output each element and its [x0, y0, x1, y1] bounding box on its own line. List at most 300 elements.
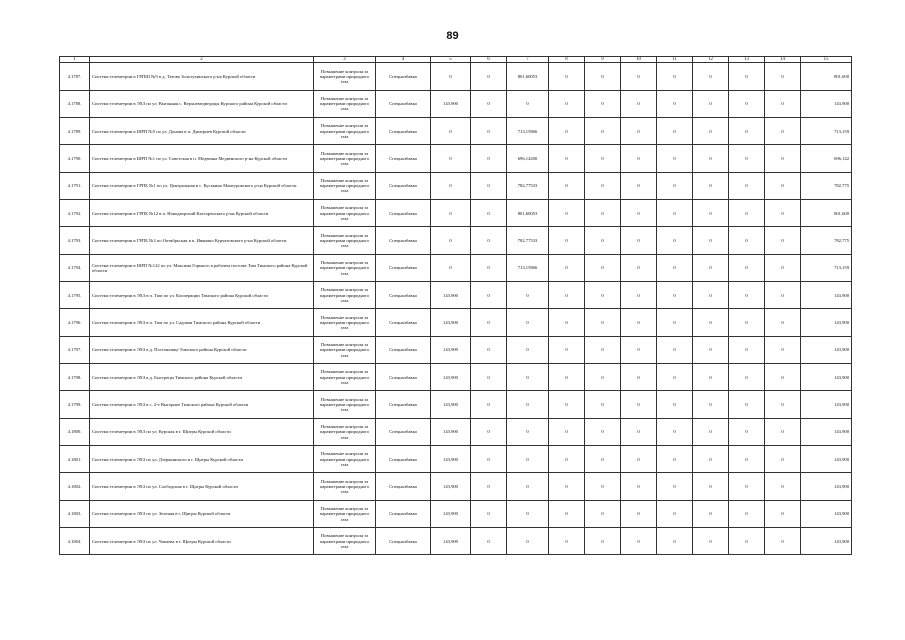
- purpose-text: Повышение контроля за параметрами природного газа: [314, 63, 376, 90]
- value-cell: 0: [549, 63, 585, 90]
- purpose-text: Повышение контроля за параметрами природного газа: [314, 364, 376, 391]
- table-row: [60, 500, 852, 527]
- total-cell: 801,600: [801, 200, 852, 227]
- value-cell: 143,900: [431, 364, 471, 391]
- page-number: 89: [446, 30, 459, 42]
- value-cell: 143,900: [431, 90, 471, 117]
- value-cell: 0: [657, 418, 693, 445]
- value-cell: 0: [729, 500, 765, 527]
- value-cell: 0: [693, 117, 729, 144]
- value-cell: 0: [585, 200, 621, 227]
- value-cell: 0: [693, 309, 729, 336]
- value-cell: 0: [471, 364, 507, 391]
- value-cell: 0: [549, 90, 585, 117]
- value-cell: 143,900: [431, 528, 471, 555]
- total-cell: 713,159: [801, 117, 852, 144]
- value-cell: 0: [549, 145, 585, 172]
- value-cell: 0: [729, 446, 765, 473]
- value-cell: 0: [585, 254, 621, 281]
- table-row: [60, 282, 852, 309]
- value-cell: 713,15866: [507, 117, 549, 144]
- funding-category: Спецналбавка: [376, 145, 431, 172]
- table-row: [60, 418, 852, 445]
- value-cell: 0: [549, 364, 585, 391]
- value-cell: 0: [693, 63, 729, 90]
- value-cell: 0: [585, 473, 621, 500]
- value-cell: 0: [729, 418, 765, 445]
- object-name: Система телеметрии в ГРПБ №12 в п. Новодворский Касторенского р-на Курской области: [90, 200, 314, 227]
- value-cell: 0: [729, 63, 765, 90]
- value-cell: 782,77533: [507, 227, 549, 254]
- purpose-text: Повышение контроля за параметрами природного газа: [314, 200, 376, 227]
- purpose-text: Повышение контроля за параметрами природного газа: [314, 500, 376, 527]
- value-cell: 0: [431, 63, 471, 90]
- value-cell: 0: [549, 117, 585, 144]
- total-cell: 143,900: [801, 364, 852, 391]
- object-name: Система телеметрии в ГРПШ №9 в д. Тазово Золотухинского р-на Курской области: [90, 63, 314, 90]
- value-cell: 0: [549, 227, 585, 254]
- value-cell: 0: [549, 391, 585, 418]
- value-cell: 0: [585, 364, 621, 391]
- table-row: [60, 90, 852, 117]
- object-name: Система телеметрии в ЭХЗ по ул. Зеленая в г. Щигры Курской области: [90, 500, 314, 527]
- object-name: Система телеметрии в ЭХЗ в п. Тим по ул. Садовая Тимского района Курской области: [90, 309, 314, 336]
- purpose-text: Повышение контроля за параметрами природного газа: [314, 391, 376, 418]
- value-cell: 0: [507, 446, 549, 473]
- total-cell: 713,159: [801, 254, 852, 281]
- funding-category: Спецналбавка: [376, 391, 431, 418]
- object-name: Система телеметрии в ЭХЗ по ул. Выгонная с. Верхнемедведицы Курского района Курской области: [90, 90, 314, 117]
- value-cell: 0: [657, 117, 693, 144]
- total-cell: 143,900: [801, 336, 852, 363]
- object-name: Система телеметрии в ЭХЗ по ул. Курская в г. Щигры Курской области: [90, 418, 314, 445]
- value-cell: 0: [621, 145, 657, 172]
- value-cell: 0: [765, 117, 801, 144]
- column-header: 4: [376, 57, 431, 63]
- value-cell: 0: [693, 145, 729, 172]
- funding-category: Спецналбавка: [376, 90, 431, 117]
- column-header: 14: [765, 57, 801, 63]
- value-cell: 0: [693, 528, 729, 555]
- value-cell: 0: [471, 391, 507, 418]
- object-name: Система телеметрии в ШРП №122 по ул. Максима Горького в рабочем поселке Тим Тимского района Курской области: [90, 254, 314, 281]
- row-number: 4.1792.: [60, 200, 90, 227]
- purpose-text: Повышение контроля за параметрами природного газа: [314, 446, 376, 473]
- value-cell: 0: [657, 227, 693, 254]
- purpose-text: Повышение контроля за параметрами природного газа: [314, 282, 376, 309]
- table-body: [60, 63, 852, 555]
- total-cell: 143,900: [801, 528, 852, 555]
- purpose-text: Повышение контроля за параметрами природного газа: [314, 254, 376, 281]
- value-cell: 0: [585, 63, 621, 90]
- value-cell: 0: [549, 446, 585, 473]
- value-cell: 0: [765, 227, 801, 254]
- value-cell: 0: [729, 254, 765, 281]
- total-cell: 143,900: [801, 473, 852, 500]
- value-cell: 0: [471, 528, 507, 555]
- value-cell: 0: [657, 63, 693, 90]
- value-cell: 143,900: [431, 473, 471, 500]
- table-row: [60, 172, 852, 199]
- value-cell: 0: [585, 528, 621, 555]
- value-cell: 0: [431, 172, 471, 199]
- funding-category: Спецналбавка: [376, 336, 431, 363]
- table-row: [60, 254, 852, 281]
- value-cell: 0: [549, 418, 585, 445]
- total-cell: 143,900: [801, 90, 852, 117]
- purpose-text: Повышение контроля за параметрами природного газа: [314, 309, 376, 336]
- value-cell: 0: [765, 254, 801, 281]
- value-cell: 0: [765, 200, 801, 227]
- value-cell: 0: [621, 446, 657, 473]
- value-cell: 713,15866: [507, 254, 549, 281]
- column-header: 15: [801, 57, 852, 63]
- object-name: Система телеметрии в ЭХЗ в д. Быстрецы Тимского района Курской области: [90, 364, 314, 391]
- total-cell: 782,775: [801, 172, 852, 199]
- value-cell: 0: [621, 90, 657, 117]
- total-cell: 143,900: [801, 500, 852, 527]
- value-cell: 0: [621, 282, 657, 309]
- value-cell: 0: [549, 528, 585, 555]
- total-cell: 143,900: [801, 282, 852, 309]
- total-cell: 801,600: [801, 63, 852, 90]
- object-name: Система телеметрии в ЭХЗ в п. Тим по ул. Кооперации Тимского района Курской области: [90, 282, 314, 309]
- column-header: 10: [621, 57, 657, 63]
- value-cell: 0: [585, 145, 621, 172]
- value-cell: 0: [549, 500, 585, 527]
- column-header: 11: [657, 57, 693, 63]
- value-cell: 143,900: [431, 336, 471, 363]
- value-cell: 0: [657, 309, 693, 336]
- row-number: 4.1790.: [60, 145, 90, 172]
- table-row: [60, 200, 852, 227]
- funding-category: Спецналбавка: [376, 364, 431, 391]
- value-cell: 0: [471, 446, 507, 473]
- row-number: 4.1800.: [60, 418, 90, 445]
- value-cell: 0: [657, 90, 693, 117]
- row-number: 4.1794.: [60, 254, 90, 281]
- purpose-text: Повышение контроля за параметрами природного газа: [314, 528, 376, 555]
- value-cell: 0: [729, 282, 765, 309]
- object-name: Система телеметрии в ЭХЗ по ул. Дзержинского в г. Щигры Курской области: [90, 446, 314, 473]
- value-cell: 0: [729, 364, 765, 391]
- value-cell: 0: [507, 90, 549, 117]
- row-number: 4.1803.: [60, 500, 90, 527]
- value-cell: 801,60053: [507, 200, 549, 227]
- value-cell: 0: [693, 200, 729, 227]
- funding-category: Спецналбавка: [376, 172, 431, 199]
- funding-category: Спецналбавка: [376, 473, 431, 500]
- row-number: 4.1804.: [60, 528, 90, 555]
- table-row: [60, 528, 852, 555]
- value-cell: 0: [585, 90, 621, 117]
- value-cell: 0: [729, 309, 765, 336]
- value-cell: 0: [621, 391, 657, 418]
- value-cell: 0: [729, 391, 765, 418]
- value-cell: 0: [471, 418, 507, 445]
- table-row: [60, 145, 852, 172]
- value-cell: 0: [729, 528, 765, 555]
- value-cell: 0: [549, 172, 585, 199]
- funding-category: Спецналбавка: [376, 418, 431, 445]
- row-number: 4.1801.: [60, 446, 90, 473]
- value-cell: 143,900: [431, 418, 471, 445]
- row-number: 4.1798.: [60, 364, 90, 391]
- value-cell: 0: [621, 200, 657, 227]
- value-cell: 0: [765, 364, 801, 391]
- value-cell: 0: [621, 117, 657, 144]
- object-name: Система телеметрии в ЭХЗ по ул. Чапаева в г. Щигры Курской области: [90, 528, 314, 555]
- funding-category: Спецналбавка: [376, 446, 431, 473]
- row-number: 4.1787.: [60, 63, 90, 90]
- value-cell: 0: [693, 172, 729, 199]
- value-cell: 0: [693, 500, 729, 527]
- table-row: [60, 446, 852, 473]
- object-name: Система телеметрии в ЭХЗ в д. Постоялище Тимского района Курской области: [90, 336, 314, 363]
- purpose-text: Повышение контроля за параметрами природного газа: [314, 336, 376, 363]
- row-number: 4.1802.: [60, 473, 90, 500]
- value-cell: 0: [657, 282, 693, 309]
- column-header: 8: [549, 57, 585, 63]
- value-cell: 0: [585, 309, 621, 336]
- value-cell: 143,900: [431, 391, 471, 418]
- value-cell: 0: [621, 336, 657, 363]
- value-cell: 0: [693, 364, 729, 391]
- object-name: Система телеметрии в ЭХЗ в с. 2-е Выгорное Тимского района Курской области: [90, 391, 314, 418]
- table-row: [60, 117, 852, 144]
- column-header: 7: [507, 57, 549, 63]
- funding-category: Спецналбавка: [376, 528, 431, 555]
- value-cell: 0: [693, 254, 729, 281]
- value-cell: 0: [431, 227, 471, 254]
- value-cell: 0: [507, 282, 549, 309]
- value-cell: 0: [507, 528, 549, 555]
- value-cell: 0: [765, 446, 801, 473]
- total-cell: 143,900: [801, 418, 852, 445]
- purpose-text: Повышение контроля за параметрами природного газа: [314, 172, 376, 199]
- table-row: [60, 63, 852, 90]
- investment-program-table: [59, 56, 852, 555]
- purpose-text: Повышение контроля за параметрами природного газа: [314, 145, 376, 172]
- value-cell: 0: [729, 90, 765, 117]
- value-cell: 0: [765, 500, 801, 527]
- value-cell: 0: [657, 364, 693, 391]
- value-cell: 0: [471, 473, 507, 500]
- value-cell: 0: [729, 227, 765, 254]
- value-cell: 0: [765, 145, 801, 172]
- value-cell: 0: [549, 282, 585, 309]
- funding-category: Спецналбавка: [376, 200, 431, 227]
- value-cell: 0: [657, 254, 693, 281]
- value-cell: 0: [693, 282, 729, 309]
- value-cell: 0: [657, 473, 693, 500]
- value-cell: 0: [657, 145, 693, 172]
- value-cell: 0: [431, 117, 471, 144]
- purpose-text: Повышение контроля за параметрами природного газа: [314, 90, 376, 117]
- value-cell: 0: [765, 172, 801, 199]
- value-cell: 0: [693, 336, 729, 363]
- value-cell: 782,77533: [507, 172, 549, 199]
- value-cell: 0: [431, 145, 471, 172]
- value-cell: 0: [621, 227, 657, 254]
- funding-category: Спецналбавка: [376, 282, 431, 309]
- value-cell: 0: [765, 63, 801, 90]
- value-cell: 0: [765, 473, 801, 500]
- value-cell: 0: [585, 227, 621, 254]
- value-cell: 0: [693, 418, 729, 445]
- value-cell: 0: [621, 500, 657, 527]
- column-header: 6: [471, 57, 507, 63]
- funding-category: Спецналбавка: [376, 227, 431, 254]
- table-row: [60, 227, 852, 254]
- value-cell: 0: [471, 309, 507, 336]
- funding-category: Спецналбавка: [376, 254, 431, 281]
- object-name: Система телеметрии в ГРПБ №3 по Октябрьская в п. Иванино Курчатовского р-на Курской области: [90, 227, 314, 254]
- value-cell: 0: [621, 364, 657, 391]
- object-name: Система телеметрии в ГРПБ №1 по ул. Центральная в с. Куськино Мантуровского р-на Курской области: [90, 172, 314, 199]
- value-cell: 0: [729, 336, 765, 363]
- column-header: 1: [60, 57, 90, 63]
- value-cell: 0: [471, 227, 507, 254]
- row-number: 4.1789.: [60, 117, 90, 144]
- value-cell: 143,900: [431, 446, 471, 473]
- purpose-text: Повышение контроля за параметрами природного газа: [314, 117, 376, 144]
- value-cell: 0: [621, 473, 657, 500]
- value-cell: 0: [507, 391, 549, 418]
- value-cell: 0: [765, 90, 801, 117]
- value-cell: 0: [585, 282, 621, 309]
- object-name: Система телеметрии в ШРП №5 по ул. Донова в п. Дмитриев Курской области: [90, 117, 314, 144]
- value-cell: 0: [621, 172, 657, 199]
- value-cell: 0: [471, 172, 507, 199]
- value-cell: 0: [693, 473, 729, 500]
- value-cell: 0: [693, 391, 729, 418]
- value-cell: 0: [765, 528, 801, 555]
- value-cell: 0: [657, 446, 693, 473]
- value-cell: 0: [657, 172, 693, 199]
- value-cell: 0: [549, 473, 585, 500]
- value-cell: 0: [549, 200, 585, 227]
- column-header: 5: [431, 57, 471, 63]
- value-cell: 0: [585, 336, 621, 363]
- value-cell: 0: [507, 473, 549, 500]
- value-cell: 801,60053: [507, 63, 549, 90]
- value-cell: 0: [693, 90, 729, 117]
- value-cell: 0: [657, 528, 693, 555]
- value-cell: 0: [621, 418, 657, 445]
- value-cell: 0: [765, 336, 801, 363]
- purpose-text: Повышение контроля за параметрами природного газа: [314, 418, 376, 445]
- value-cell: 0: [431, 254, 471, 281]
- value-cell: 0: [621, 254, 657, 281]
- value-cell: 0: [729, 145, 765, 172]
- value-cell: 0: [471, 200, 507, 227]
- value-cell: 0: [621, 63, 657, 90]
- value-cell: 0: [549, 254, 585, 281]
- column-header: 2: [90, 57, 314, 63]
- value-cell: 0: [507, 364, 549, 391]
- column-header: 9: [585, 57, 621, 63]
- value-cell: 0: [657, 200, 693, 227]
- value-cell: 0: [471, 254, 507, 281]
- column-header: 12: [693, 57, 729, 63]
- value-cell: 0: [471, 63, 507, 90]
- funding-category: Спецналбавка: [376, 500, 431, 527]
- total-cell: 143,900: [801, 391, 852, 418]
- value-cell: 0: [471, 500, 507, 527]
- total-cell: 696,142: [801, 145, 852, 172]
- value-cell: 143,900: [431, 282, 471, 309]
- value-cell: 0: [765, 391, 801, 418]
- row-number: 4.1788.: [60, 90, 90, 117]
- table-row: [60, 391, 852, 418]
- funding-category: Спецналбавка: [376, 117, 431, 144]
- table-row: [60, 336, 852, 363]
- value-cell: 0: [729, 172, 765, 199]
- value-cell: 0: [585, 391, 621, 418]
- row-number: 4.1796.: [60, 309, 90, 336]
- row-number: 4.1799.: [60, 391, 90, 418]
- column-header: 3: [314, 57, 376, 63]
- value-cell: 0: [471, 145, 507, 172]
- value-cell: 0: [471, 282, 507, 309]
- total-cell: 143,900: [801, 309, 852, 336]
- column-header: 13: [729, 57, 765, 63]
- value-cell: 0: [431, 200, 471, 227]
- table-row: [60, 309, 852, 336]
- value-cell: 0: [657, 336, 693, 363]
- value-cell: 0: [585, 446, 621, 473]
- value-cell: 0: [621, 528, 657, 555]
- value-cell: 0: [729, 473, 765, 500]
- total-cell: 782,775: [801, 227, 852, 254]
- value-cell: 0: [507, 500, 549, 527]
- value-cell: 0: [693, 446, 729, 473]
- row-number: 4.1793.: [60, 227, 90, 254]
- value-cell: 0: [765, 282, 801, 309]
- value-cell: 0: [585, 117, 621, 144]
- value-cell: 0: [657, 391, 693, 418]
- row-number: 4.1791.: [60, 172, 90, 199]
- purpose-text: Повышение контроля за параметрами природного газа: [314, 227, 376, 254]
- value-cell: 0: [471, 90, 507, 117]
- value-cell: 0: [507, 418, 549, 445]
- value-cell: 0: [729, 200, 765, 227]
- value-cell: 0: [585, 418, 621, 445]
- value-cell: 0: [585, 500, 621, 527]
- value-cell: 0: [765, 309, 801, 336]
- object-name: Система телеметрии в ШРП №1 по ул. Советская в п. Медвенка Медвенского р-на Курской области: [90, 145, 314, 172]
- value-cell: 0: [549, 309, 585, 336]
- purpose-text: Повышение контроля за параметрами природного газа: [314, 473, 376, 500]
- table-row: [60, 473, 852, 500]
- value-cell: 0: [507, 309, 549, 336]
- value-cell: 0: [621, 309, 657, 336]
- value-cell: 143,900: [431, 500, 471, 527]
- funding-category: Спецналбавка: [376, 309, 431, 336]
- value-cell: 0: [693, 227, 729, 254]
- value-cell: 0: [507, 336, 549, 363]
- funding-category: Спецналбавка: [376, 63, 431, 90]
- value-cell: 0: [729, 117, 765, 144]
- row-number: 4.1797.: [60, 336, 90, 363]
- value-cell: 696,14200: [507, 145, 549, 172]
- value-cell: 0: [585, 172, 621, 199]
- value-cell: 0: [471, 336, 507, 363]
- value-cell: 0: [471, 117, 507, 144]
- value-cell: 0: [549, 336, 585, 363]
- row-number: 4.1795.: [60, 282, 90, 309]
